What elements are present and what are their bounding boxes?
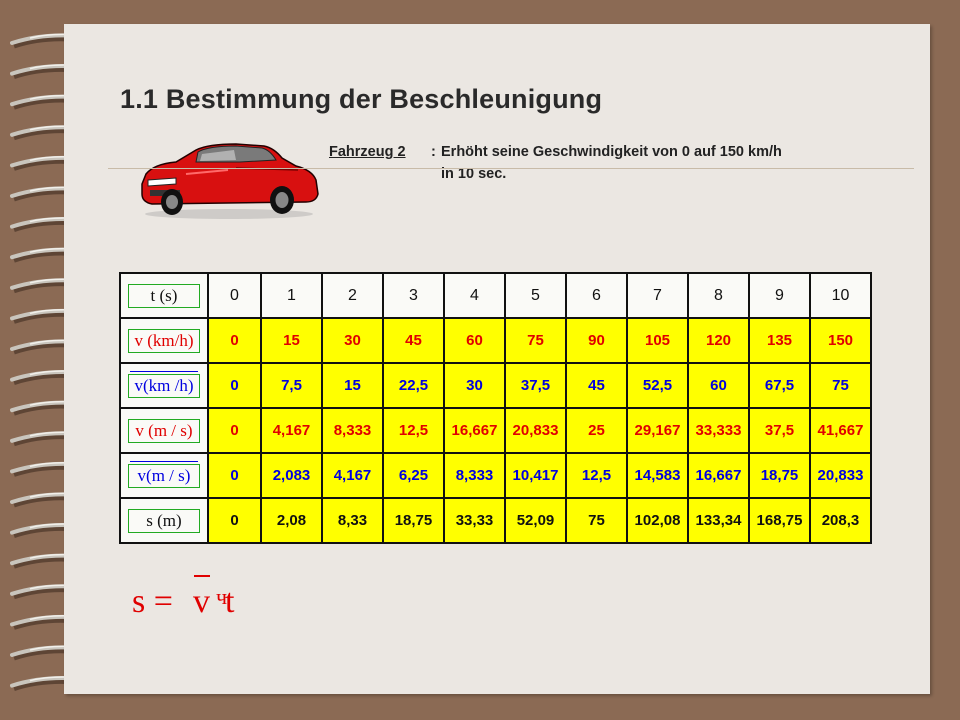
table-cell: 120 [688,318,749,363]
table-cell: 15 [261,318,322,363]
data-table [119,272,872,544]
vehicle-description-line-2: in 10 sec. [441,166,507,182]
table-cell: 10,417 [505,453,566,498]
table-cell: 133,34 [688,498,749,543]
table-cell: 41,667 [810,408,871,453]
table-cell: 33,333 [688,408,749,453]
table-cell: 18,75 [383,498,444,543]
table-cell: 6,25 [383,453,444,498]
row-label-avg-velocity-kmh: v(km /h) [128,374,200,398]
table-row-velocity-ms [120,408,871,453]
row-label-cell [120,363,208,408]
table-cell: 0 [208,318,261,363]
table-cell: 8,333 [444,453,505,498]
table-cell: 33,33 [444,498,505,543]
row-label-cell [120,453,208,498]
table-cell: 75 [505,318,566,363]
table-cell: 7 [627,273,688,318]
table-cell: 8,33 [322,498,383,543]
table-cell: 2 [322,273,383,318]
table-cell: 60 [444,318,505,363]
table-cell: 60 [688,363,749,408]
formula-operator: ч [216,584,228,609]
table-cell: 12,5 [383,408,444,453]
vehicle-description-line-1: Erhöht seine Geschwindigkeit von 0 auf 150 km/h [441,144,782,160]
table-cell: 8 [688,273,749,318]
table-row-avg-velocity-ms [120,453,871,498]
table-cell: 52,5 [627,363,688,408]
row-label-cell [120,318,208,363]
table-cell: 37,5 [749,408,810,453]
table-cell: 10 [810,273,871,318]
table-cell: 135 [749,318,810,363]
table-cell: 2,08 [261,498,322,543]
table-cell: 5 [505,273,566,318]
table-cell: 0 [208,363,261,408]
table-cell: 20,833 [505,408,566,453]
table-cell: 102,08 [627,498,688,543]
table-row-avg-velocity-kmh [120,363,871,408]
table-cell: 4 [444,273,505,318]
table-cell: 25 [566,408,627,453]
table-cell: 90 [566,318,627,363]
table-row-distance [120,498,871,543]
row-label-velocity-kmh: v (km/h) [128,329,200,353]
table-cell: 22,5 [383,363,444,408]
table-cell: 0 [208,453,261,498]
table-cell: 1 [261,273,322,318]
table-cell: 150 [810,318,871,363]
table-cell: 15 [322,363,383,408]
row-label-time: t (s) [128,284,200,308]
table-cell: 0 [208,273,261,318]
table-cell: 18,75 [749,453,810,498]
table-cell: 75 [566,498,627,543]
row-label-cell [120,498,208,543]
table-cell: 4,167 [322,453,383,498]
table-cell: 67,5 [749,363,810,408]
table-cell: 37,5 [505,363,566,408]
red-car-image [136,140,322,220]
table-cell: 16,667 [444,408,505,453]
table-cell: 6 [566,273,627,318]
row-label-velocity-ms: v (m / s) [128,419,200,443]
page-title: 1.1 Bestimmung der Beschleunigung [120,84,603,114]
row-label-cell [120,408,208,453]
table-cell: 16,667 [688,453,749,498]
row-label-distance: s (m) [128,509,200,533]
table-cell: 105 [627,318,688,363]
vehicle-colon: : [431,144,436,160]
table-cell: 8,333 [322,408,383,453]
table-cell: 0 [208,408,261,453]
table-cell: 52,09 [505,498,566,543]
formula-t: t [225,583,235,618]
table-cell: 7,5 [261,363,322,408]
distance-formula [130,568,260,618]
table-row-time [120,273,871,318]
divider-line [108,168,914,169]
table-cell: 30 [322,318,383,363]
table-cell: 30 [444,363,505,408]
table-cell: 2,083 [261,453,322,498]
table-cell: 3 [383,273,444,318]
row-label-cell [120,273,208,318]
table-cell: 168,75 [749,498,810,543]
formula-lhs: s = [132,583,173,618]
table-cell: 0 [208,498,261,543]
formula-v: v [193,583,210,618]
table-cell: 14,583 [627,453,688,498]
vehicle-label: Fahrzeug 2 [329,144,406,160]
table-cell: 12,5 [566,453,627,498]
row-label-avg-velocity-ms: v(m / s) [128,464,200,488]
table-cell: 4,167 [261,408,322,453]
table-cell: 45 [383,318,444,363]
table-cell: 29,167 [627,408,688,453]
table-cell: 208,3 [810,498,871,543]
table-row-velocity-kmh [120,318,871,363]
table-cell: 20,833 [810,453,871,498]
table-cell: 75 [810,363,871,408]
table-cell: 45 [566,363,627,408]
table-cell: 9 [749,273,810,318]
